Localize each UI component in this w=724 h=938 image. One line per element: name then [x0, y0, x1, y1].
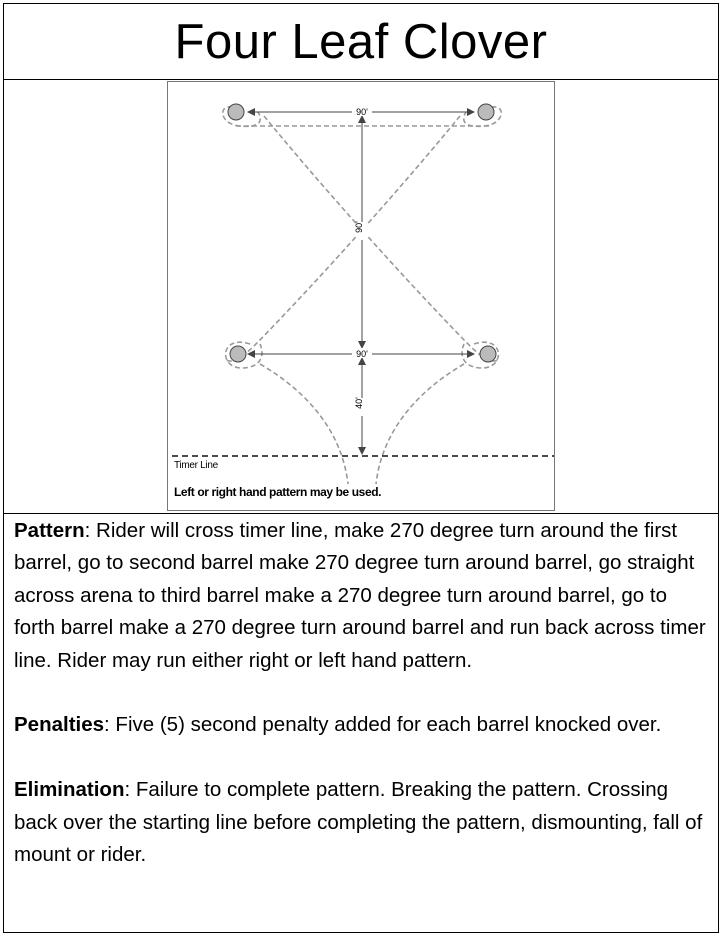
barrel-bottom-left [230, 346, 246, 362]
path-run-in-left [260, 364, 348, 484]
rules-text-cell [4, 513, 718, 871]
dim-top-label: 90' [356, 107, 368, 117]
pattern-hand-note: Left or right hand pattern may be used. [174, 485, 382, 499]
pattern-label: Pattern [14, 519, 85, 542]
dim-bottom-label: 90' [356, 349, 368, 359]
path-run-out-right [376, 364, 464, 484]
elimination-text: : Failure to complete pattern. Breaking the pattern. Crossing back over the starting line before completing the pattern, dismounting, fall of mount or rider. [14, 778, 703, 867]
barrel-top-right [478, 104, 494, 120]
elimination-label: Elimination [14, 778, 125, 802]
path-diagonal-b [226, 116, 460, 361]
penalties-text: : Five (5) second penalty added for each barrel knocked over. [104, 713, 662, 737]
rules-card [3, 3, 719, 933]
diagram-cell [4, 79, 718, 514]
timer-line-label: Timer Line [174, 460, 218, 471]
page-title: Four Leaf Clover [174, 15, 548, 69]
pattern-diagram-svg [168, 82, 556, 512]
barrel-top-left [228, 104, 244, 120]
pattern-text: : Rider will cross timer line, make 270 degree turn around the first barrel, go to second barrel make 270 degree turn around barrel, go straight across arena to third barrel make a 270 degree turn around barrel, go to forth barrel make a 270 degree turn around barrel and run back across timer line. Rider may run either right or left hand pattern. [14, 519, 706, 672]
path-diagonal-a [264, 116, 498, 361]
penalties-section [14, 709, 708, 741]
title-cell [4, 4, 718, 80]
pattern-diagram [167, 81, 555, 511]
dim-timer-label: 40' [354, 397, 364, 409]
penalties-label: Penalties [14, 713, 105, 737]
barrel-bottom-right [480, 346, 496, 362]
pattern-section [14, 515, 708, 677]
elimination-section [14, 774, 708, 871]
dim-middle-label: 90' [354, 221, 364, 233]
